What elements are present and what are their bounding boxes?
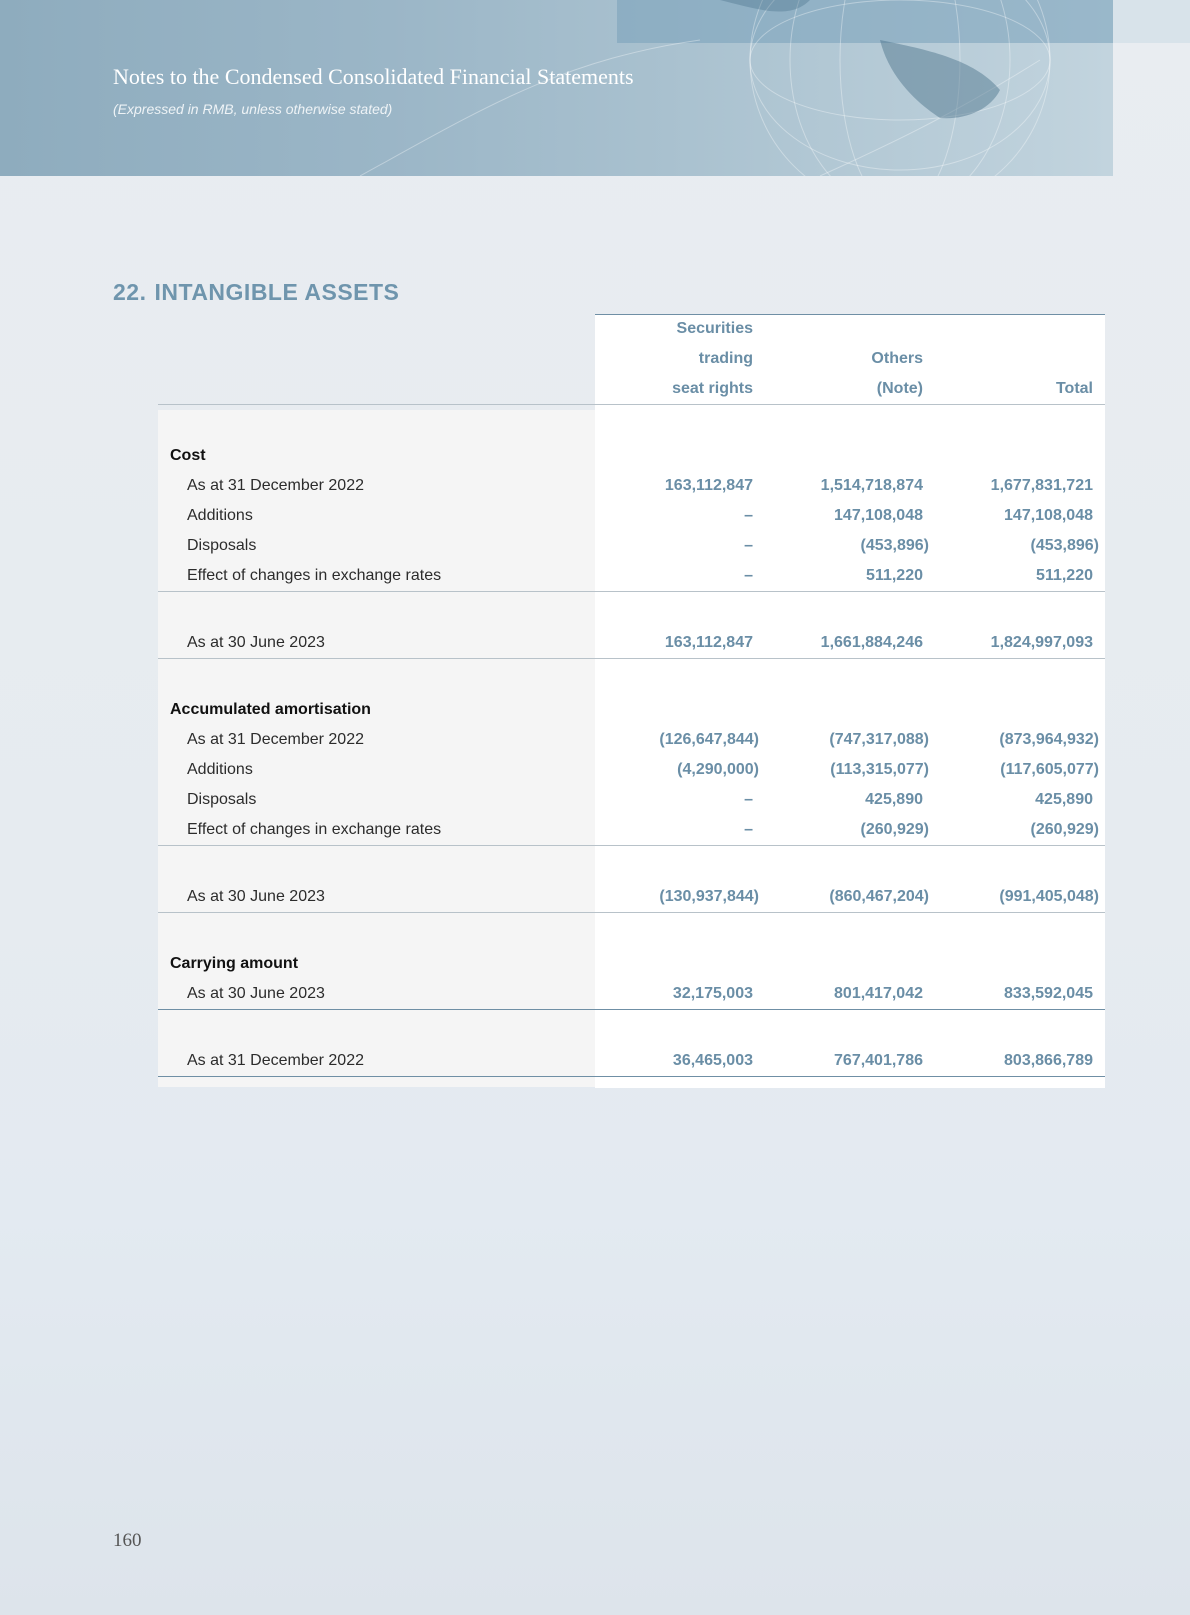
cell-value: 163,112,847 bbox=[595, 628, 765, 659]
row-label: Effect of changes in exchange rates bbox=[158, 815, 595, 846]
row-label: Effect of changes in exchange rates bbox=[158, 561, 595, 592]
cell-value: (860,467,204) bbox=[765, 882, 935, 913]
banner-edge bbox=[1113, 0, 1190, 43]
cell-value: 1,514,718,874 bbox=[820, 477, 923, 494]
cell-value: 1,677,831,721 bbox=[990, 477, 1093, 494]
table-row bbox=[158, 471, 1105, 501]
category-row bbox=[158, 695, 1105, 725]
subtotal-row bbox=[158, 882, 1105, 913]
table-row bbox=[158, 979, 1105, 1010]
spacer-row bbox=[158, 659, 1105, 696]
page-number: 160 bbox=[113, 1530, 142, 1551]
cell-value: (117,605,077) bbox=[1000, 761, 1099, 778]
cell-value: (453,896) bbox=[860, 537, 929, 554]
category-label: Carrying amount bbox=[170, 955, 299, 972]
cell-value: 801,417,042 bbox=[765, 979, 935, 1010]
cell-value: (873,964,932) bbox=[999, 731, 1099, 748]
row-label: Additions bbox=[187, 507, 253, 524]
category-label: Cost bbox=[170, 447, 206, 464]
row-label: As at 31 December 2022 bbox=[187, 477, 364, 494]
row-label: As at 30 June 2023 bbox=[158, 882, 595, 913]
table-row bbox=[158, 785, 1105, 815]
column-header-row bbox=[158, 314, 1105, 344]
row-label: As at 30 June 2023 bbox=[158, 628, 595, 659]
cell-value: (130,937,844) bbox=[595, 882, 765, 913]
cell-value: – bbox=[595, 561, 765, 592]
row-label: Disposals bbox=[187, 791, 257, 808]
section-title bbox=[113, 279, 399, 306]
category-label: Accumulated amortisation bbox=[170, 701, 371, 718]
category-row bbox=[158, 441, 1105, 471]
cell-value: 833,592,045 bbox=[935, 979, 1105, 1010]
category-row bbox=[158, 949, 1105, 979]
table-row bbox=[158, 755, 1105, 785]
column-header: seat rights bbox=[595, 374, 765, 405]
cell-value: (4,290,000) bbox=[677, 761, 759, 778]
spacer-row bbox=[158, 846, 1105, 883]
table-row bbox=[158, 501, 1105, 531]
column-header: Total bbox=[935, 374, 1105, 405]
row-label: Disposals bbox=[187, 537, 257, 554]
cell-value: 767,401,786 bbox=[765, 1046, 935, 1077]
cell-value: 425,890 bbox=[865, 791, 923, 808]
spacer-row bbox=[158, 1010, 1105, 1047]
cell-value: (453,896) bbox=[1030, 537, 1099, 554]
cell-value: (113,315,077) bbox=[830, 761, 929, 778]
table-row bbox=[158, 1046, 1105, 1077]
column-header: trading bbox=[698, 350, 753, 367]
cell-value: 147,108,048 bbox=[834, 507, 923, 524]
section-heading: INTANGIBLE ASSETS bbox=[154, 279, 400, 305]
intangible-assets-table bbox=[158, 314, 1105, 1077]
column-header: Securities bbox=[676, 320, 753, 337]
column-header: (Note) bbox=[765, 374, 935, 405]
spacer-row bbox=[158, 592, 1105, 629]
table-row bbox=[158, 815, 1105, 846]
cell-value: 803,866,789 bbox=[935, 1046, 1105, 1077]
cell-value: – bbox=[744, 791, 753, 808]
cell-value: 511,220 bbox=[935, 561, 1105, 592]
subtotal-row bbox=[158, 628, 1105, 659]
table-row bbox=[158, 531, 1105, 561]
cell-value: – bbox=[744, 507, 753, 524]
cell-value: (126,647,844) bbox=[659, 731, 759, 748]
cell-value: – bbox=[744, 537, 753, 554]
cell-value: 32,175,003 bbox=[595, 979, 765, 1010]
spacer-row bbox=[158, 405, 1105, 442]
cell-value: 511,220 bbox=[765, 561, 935, 592]
row-label: As at 31 December 2022 bbox=[187, 731, 364, 748]
column-header-row bbox=[158, 344, 1105, 374]
cell-value: – bbox=[595, 815, 765, 846]
cell-value: 163,112,847 bbox=[664, 477, 753, 494]
section-number: 22. bbox=[113, 279, 147, 305]
cell-value: 425,890 bbox=[1035, 791, 1093, 808]
cell-value: (747,317,088) bbox=[829, 731, 929, 748]
spacer-row bbox=[158, 913, 1105, 950]
page-header-subtitle: (Expressed in RMB, unless otherwise stated) bbox=[113, 101, 393, 117]
cell-value: (260,929) bbox=[935, 815, 1105, 846]
cell-value: (991,405,048) bbox=[935, 882, 1105, 913]
table-row bbox=[158, 561, 1105, 592]
cell-value: 1,824,997,093 bbox=[935, 628, 1105, 659]
table-row bbox=[158, 725, 1105, 755]
cell-value: 147,108,048 bbox=[1004, 507, 1093, 524]
column-header-row bbox=[158, 374, 1105, 405]
cell-value: (260,929) bbox=[765, 815, 935, 846]
row-label: As at 31 December 2022 bbox=[158, 1046, 595, 1077]
cell-value: 1,661,884,246 bbox=[765, 628, 935, 659]
row-label: Additions bbox=[187, 761, 253, 778]
page-header-title: Notes to the Condensed Consolidated Financial Statements bbox=[113, 64, 634, 89]
column-header: Others bbox=[871, 350, 923, 367]
row-label: As at 30 June 2023 bbox=[158, 979, 595, 1010]
header-banner bbox=[0, 0, 1113, 176]
cell-value: 36,465,003 bbox=[595, 1046, 765, 1077]
